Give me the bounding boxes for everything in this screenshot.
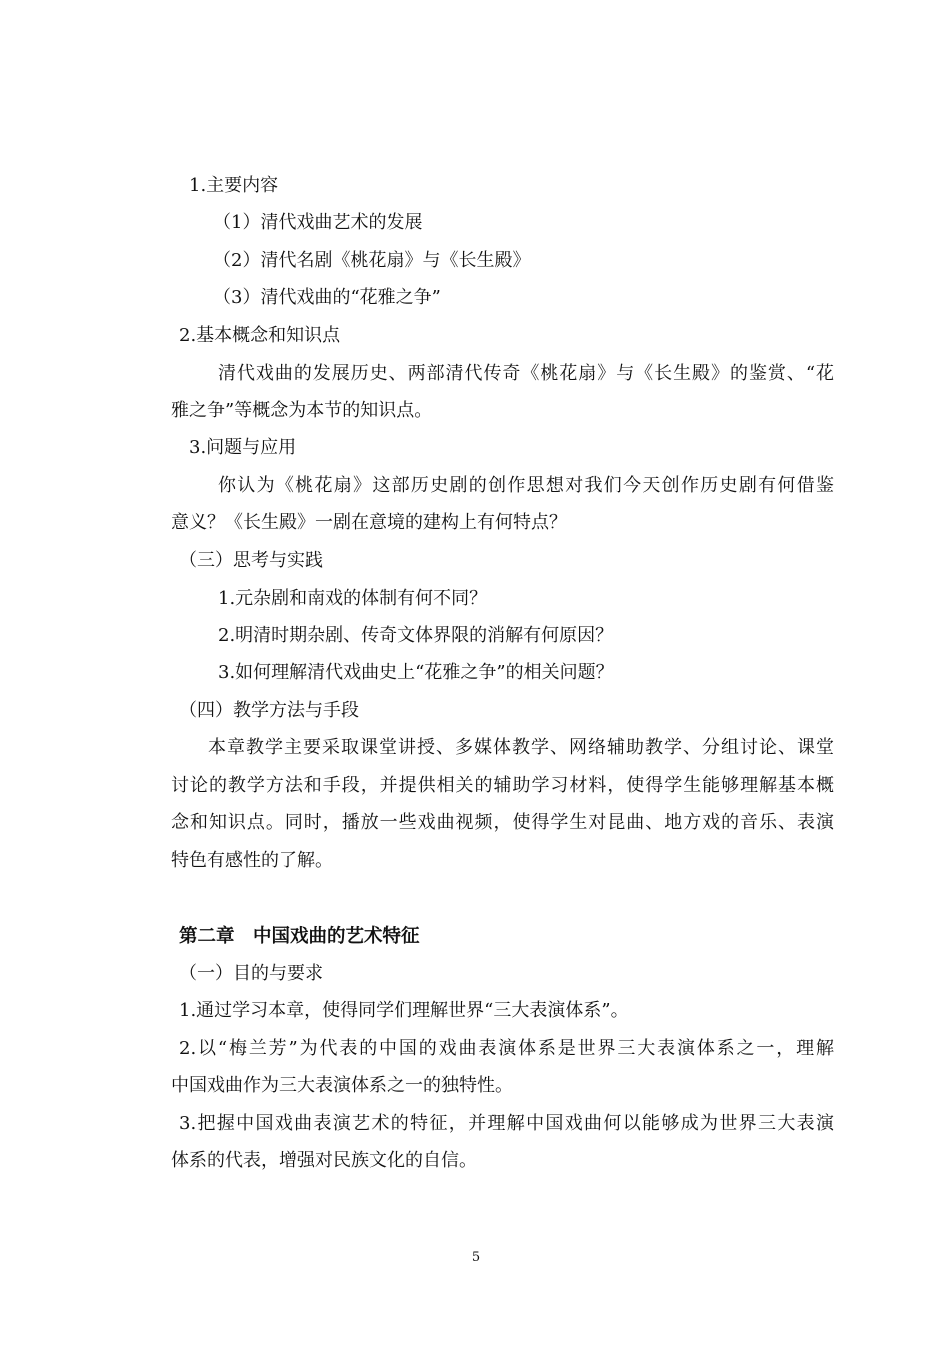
- paragraph-line: 特色有感性的了解。: [171, 850, 333, 871]
- paragraph-line: 你认为《桃花扇》这部历史剧的创作思想对我们今天创作历史剧有何借鉴: [218, 475, 834, 496]
- section-heading: 3.问题与应用: [189, 437, 297, 458]
- paragraph-line: 念和知识点。同时，播放一些戏曲视频，使得学生对昆曲、地方戏的音乐、表演: [171, 812, 834, 833]
- paragraph-line: 本章教学主要采取课堂讲授、多媒体教学、网络辅助教学、分组讨论、课堂: [208, 737, 834, 758]
- section-heading: 2.基本概念和知识点: [179, 325, 341, 346]
- paragraph-line: 体系的代表，增强对民族文化的自信。: [171, 1150, 477, 1171]
- paragraph-line: 意义？《长生殿》一剧在意境的建构上有何特点？: [171, 512, 567, 533]
- list-item: （3）清代戏曲的“花雅之争”: [213, 287, 441, 308]
- list-item: 2.以“梅兰芳”为代表的中国的戏曲表演体系是世界三大表演体系之一，理解: [179, 1038, 834, 1059]
- list-item: （2）清代名剧《桃花扇》与《长生殿》: [213, 250, 531, 271]
- list-item: 1.元杂剧和南戏的体制有何不同？: [218, 588, 488, 609]
- paragraph-line: 讨论的教学方法和手段，并提供相关的辅助学习材料，使得学生能够理解基本概: [171, 775, 834, 796]
- list-item: 3.如何理解清代戏曲史上“花雅之争”的相关问题？: [218, 662, 614, 683]
- section-heading: （四）教学方法与手段: [179, 700, 359, 721]
- section-heading: （一）目的与要求: [179, 963, 323, 984]
- list-item: 3.把握中国戏曲表演艺术的特征，并理解中国戏曲何以能够成为世界三大表演: [179, 1113, 834, 1134]
- section-heading: 1.主要内容: [189, 175, 279, 196]
- chapter-title: 第二章 中国戏曲的艺术特征: [179, 926, 420, 947]
- list-item: 1.通过学习本章，使得同学们理解世界“三大表演体系”。: [179, 1000, 629, 1021]
- list-item: （1）清代戏曲艺术的发展: [213, 212, 423, 233]
- paragraph-line: 雅之争”等概念为本节的知识点。: [171, 400, 433, 421]
- paragraph-line: 中国戏曲作为三大表演体系之一的独特性。: [171, 1075, 513, 1096]
- page-number: 5: [471, 1250, 481, 1265]
- list-item: 2.明清时期杂剧、传奇文体界限的消解有何原因？: [218, 625, 614, 646]
- paragraph-line: 清代戏曲的发展历史、两部清代传奇《桃花扇》与《长生殿》的鉴赏、“花: [218, 363, 834, 384]
- section-heading: （三）思考与实践: [179, 550, 323, 571]
